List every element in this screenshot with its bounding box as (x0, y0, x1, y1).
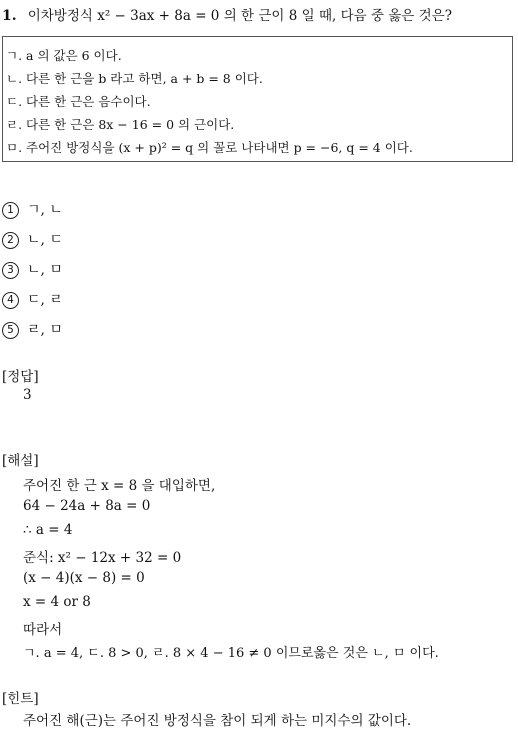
solution-line: 따라서 (23, 622, 63, 638)
statement-item: ㄷ. 다른 한 근은 음수이다. (6, 94, 151, 109)
solution-line: 64 − 24a + 8a = 0 (23, 498, 151, 514)
hint-label: [힌트] (2, 691, 39, 707)
solution-line: ∴ a = 4 (23, 522, 73, 538)
choice-5[interactable] (2, 319, 63, 339)
question-header (2, 4, 452, 24)
question-text: 이차방정식 x² − 3ax + 8a = 0 의 한 근이 8 일 때, 다음 중 옳은 것은? (27, 8, 452, 24)
statement-item: ㄴ. 다른 한 근을 b 라고 하면, a + b = 8 이다. (6, 71, 263, 86)
solution-line: 준식: x² − 12x + 32 = 0 (23, 550, 182, 566)
choice-1[interactable] (2, 199, 63, 219)
solution-line: ㄱ. a = 4, ㄷ. 8 > 0, ㄹ. 8 × 4 − 16 ≠ 0 이므로옳은 것은 ㄴ, ㅁ 이다. (23, 646, 439, 661)
circled-number-icon: 4 (2, 292, 19, 309)
choice-3[interactable] (2, 259, 63, 279)
solution-line: x = 4 or 8 (23, 594, 91, 610)
choice-text: ㄱ, ㄴ (27, 202, 63, 218)
solution-line: (x − 4)(x − 8) = 0 (23, 570, 145, 586)
hint-text: 주어진 해(근)는 주어진 방정식을 참이 되게 하는 미지수의 값이다. (23, 713, 412, 729)
answer-value: 3 (23, 387, 32, 403)
statement-item: ㄱ. a 의 값은 6 이다. (6, 48, 122, 63)
choice-text: ㄹ, ㅁ (27, 322, 63, 338)
choice-4[interactable] (2, 289, 63, 309)
choice-text: ㄷ, ㄹ (27, 292, 63, 308)
circled-number-icon: 2 (2, 232, 19, 249)
statement-item: ㄹ. 다른 한 근은 8x − 16 = 0 의 근이다. (6, 117, 235, 132)
circled-number-icon: 5 (2, 322, 19, 339)
statement-item: ㅁ. 주어진 방정식을 (x + p)² = q 의 꼴로 나타내면 p = −6, q = 4 이다. (6, 140, 413, 155)
circled-number-icon: 1 (2, 202, 19, 219)
question-number: 1. (2, 8, 17, 24)
answer-label: [정답] (2, 369, 39, 385)
choice-text: ㄴ, ㄷ (27, 232, 63, 248)
solution-label: [해설] (2, 453, 39, 469)
choice-text: ㄴ, ㅁ (27, 262, 63, 278)
choice-2[interactable] (2, 229, 63, 249)
circled-number-icon: 3 (2, 262, 19, 279)
solution-line: 주어진 한 근 x = 8 을 대입하면, (23, 478, 216, 494)
